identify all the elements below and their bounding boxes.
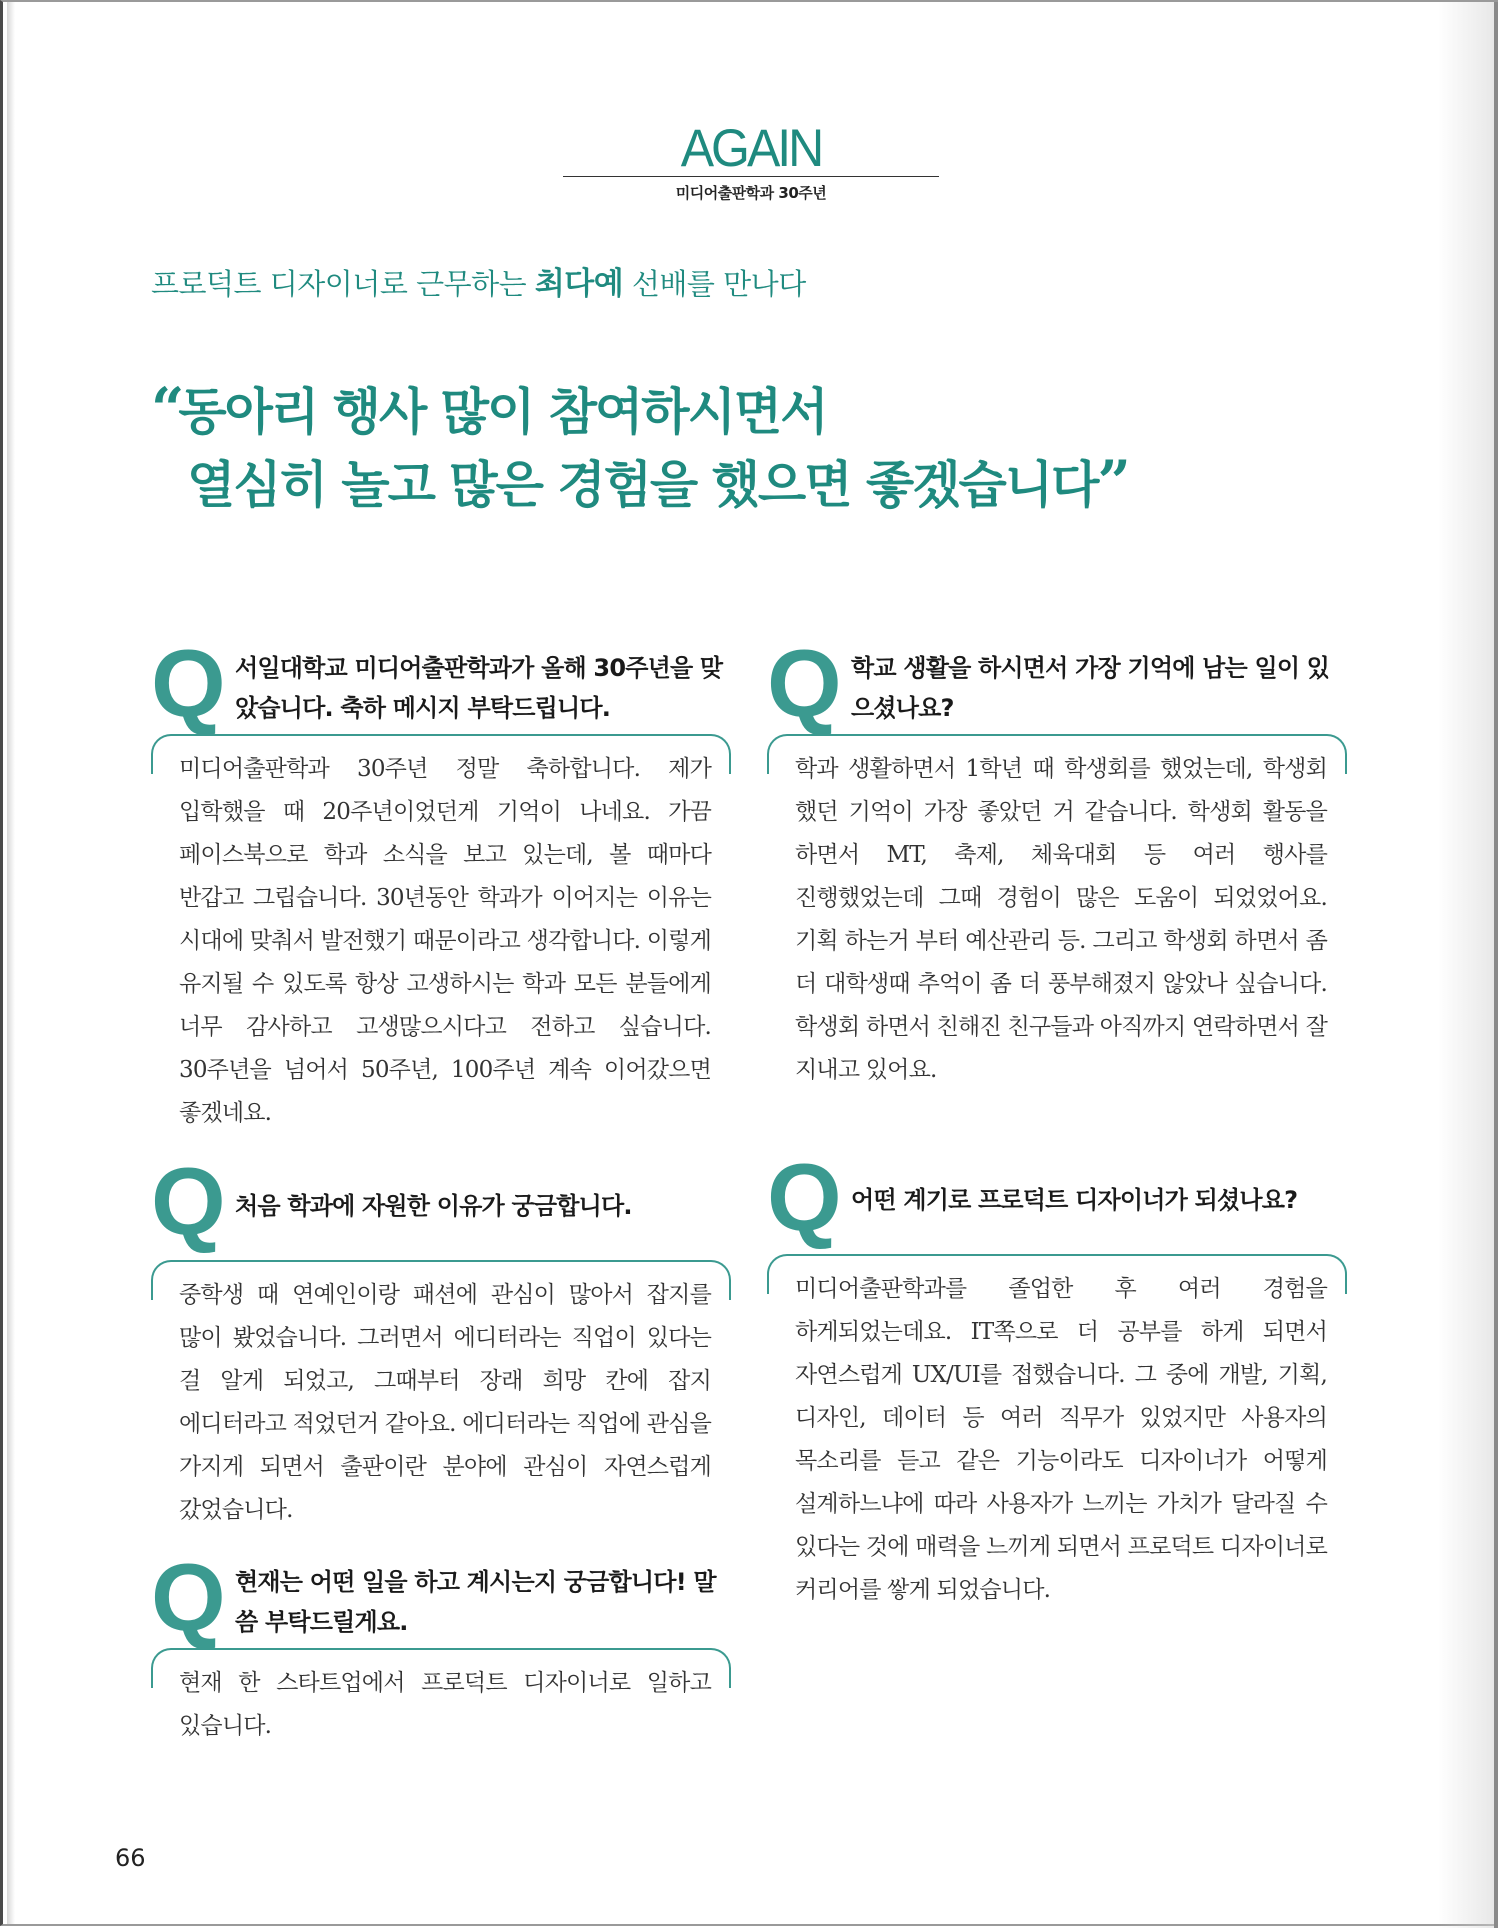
answer-box (767, 734, 1347, 1092)
question-header (151, 1544, 731, 1651)
qa-block-2 (151, 1148, 731, 1532)
subtitle-prefix: 프로덕트 디자이너로 근무하는 (151, 267, 535, 301)
qa-block-3 (151, 1544, 731, 1748)
q-icon: Q (151, 1148, 226, 1255)
page-curl-shadow (1438, 2, 1498, 1928)
question-text: 학교 생활을 하시면서 가장 기억에 남는 일이 있으셨나요? (851, 654, 1330, 722)
headline-line-2 (151, 447, 1125, 520)
subtitle-name: 최다예 (534, 266, 624, 302)
headline-line-1 (151, 374, 1125, 447)
headline-line-2-text: 열심히 놀고 많은 경험을 했으면 좋겠습니다 (187, 456, 1098, 514)
question-text: 처음 학과에 자원한 이유가 궁금합니다. (235, 1192, 632, 1220)
again-logo (563, 120, 939, 203)
logo-subtitle: 미디어출판학과 30주년 (675, 184, 827, 202)
question-header (151, 1148, 731, 1255)
question-header (151, 630, 731, 737)
answer-text: 미디어출판학과를 졸업한 후 여러 경험을 하게되었는데요. IT쪽으로 더 공부를 하게 되면서 자연스럽게 UX/UI를 접했습니다. 그 중에 개발, 기획, 디자인, 데이터 등 여러 직무가 있었지만 사용자의 목소리를 듣고 같은 기능이라도 디자이너가 어떻게 설계하느냐에 따라 사용자가 느끼는 가치가 달라질 수 있다는 것에 매력을 느끼게 되면서 프로덕트 디자이너로 커리어를 쌓게 되었습니다. (795, 1276, 1327, 1603)
q-icon: Q (151, 630, 226, 737)
question-text: 서일대학교 미디어출판학과가 올해 30주년을 맞았습니다. 축하 메시지 부탁드립니다. (235, 654, 723, 722)
answer-box (151, 734, 731, 1135)
qa-block-5 (767, 1144, 1347, 1612)
answer-text: 학과 생활하면서 1학년 때 학생회를 했었는데, 학생회 했던 기억이 가장 좋았던 거 같습니다. 학생회 활동을 하면서 MT, 축제, 체육대회 등 여러 행사를 진행했었는데 그때 경험이 많은 도움이 되었었어요. 기획 하는거 부터 예산관리 등. 그리고 학생회 하면서 좀 더 대학생때 추억이 좀 더 풍부해졌지 않았나 싶습니다. 학생회 하면서 친해진 친구들과 아직까지 연락하면서 잘 지내고 있어요. (795, 756, 1327, 1083)
headline-quote (151, 374, 1125, 520)
answer-box (151, 1648, 731, 1748)
answer-text: 현재 한 스타트업에서 프로덕트 디자이너로 일하고 있습니다. (179, 1670, 711, 1739)
question-text: 현재는 어떤 일을 하고 계시는지 궁금합니다! 말씀 부탁드릴게요. (235, 1568, 716, 1636)
q-icon: Q (151, 1544, 226, 1651)
answer-text: 중학생 때 연예인이랑 패션에 관심이 많아서 잡지를 많이 봤었습니다. 그러면서 에디터라는 직업이 있다는 걸 알게 되었고, 그때부터 장래 희망 칸에 잡지 에디터라고 적었던거 같아요. 에디터라는 직업에 관심을 가지게 되면서 출판이란 분야에 관심이 자연스럽게 갔었습니다. (179, 1282, 711, 1523)
answer-text: 미디어출판학과 30주년 정말 축하합니다. 제가 입학했을 때 20주년이었던게 기억이 나네요. 가끔 페이스북으로 학과 소식을 보고 있는데, 볼 때마다 반갑고 그립습니다. 30년동안 학과가 이어지는 이유는 시대에 맞춰서 발전했기 때문이라고 생각합니다. 이렇게 유지될 수 있도록 항상 고생하시는 학과 모든 분들에게 너무 감사하고 고생많으시다고 전하고 싶습니다. 30주년을 넘어서 50주년, 100주년 계속 이어갔으면 좋겠네요. (179, 756, 711, 1126)
q-icon: Q (767, 1144, 842, 1251)
headline-line-1-text: 동아리 행사 많이 참여하시면서 (178, 383, 827, 441)
answer-box (767, 1254, 1347, 1612)
answer-box (151, 1260, 731, 1532)
logo-word: AGAIN (680, 118, 822, 178)
qa-block-1 (151, 630, 731, 1135)
article-subtitle (151, 258, 806, 303)
page-number: 66 (115, 1844, 146, 1872)
question-text: 어떤 계기로 프로덕트 디자이너가 되셨나요? (851, 1186, 1298, 1214)
page-edge (1494, 2, 1498, 1928)
qa-block-4 (767, 630, 1347, 1092)
question-header (767, 630, 1347, 737)
open-quote-mark: “ (151, 375, 179, 443)
close-quote-mark: ” (1097, 448, 1125, 516)
subtitle-suffix: 선배를 만나다 (623, 267, 806, 301)
question-header (767, 1144, 1347, 1251)
q-icon: Q (767, 630, 842, 737)
